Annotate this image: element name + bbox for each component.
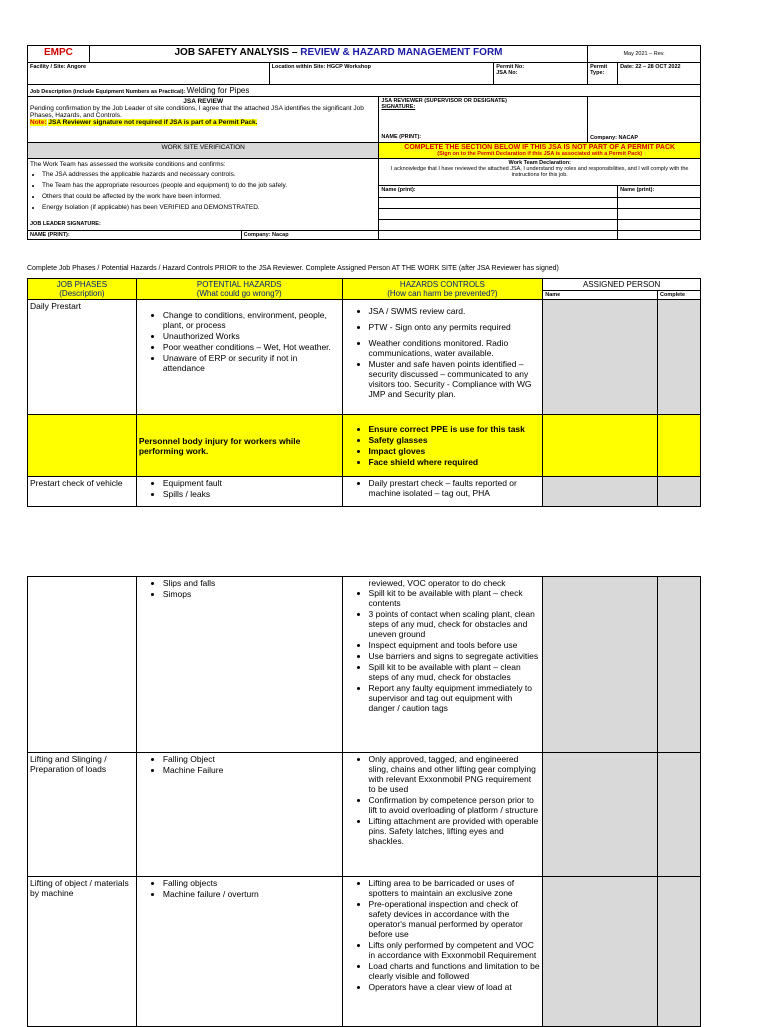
col-controls-sub: (How can harm be prevented?) bbox=[387, 289, 498, 298]
verification-intro: The Work Team has assessed the worksite conditions and confirms: bbox=[30, 161, 226, 168]
control-continuation: reviewed, VOC operator to do check bbox=[368, 578, 506, 588]
col-complete: Complete bbox=[657, 291, 700, 300]
job-description-value: Welding for Pipes bbox=[186, 86, 250, 95]
work-site-verification-heading: WORK SITE VERIFICATION bbox=[28, 143, 379, 159]
control-item: • 3 points of contact when scaling plant, clean steps of any mud, check for obstacles and uneven ground bbox=[369, 609, 541, 639]
col-job-phases bbox=[28, 279, 137, 300]
hazard-table-page1 bbox=[27, 278, 701, 507]
col-assigned-person: ASSIGNED PERSON bbox=[543, 279, 701, 291]
hazard-item: • Machine Failure bbox=[163, 765, 340, 775]
work-team-declaration bbox=[379, 159, 701, 186]
control-item: • Use barriers and signs to segregate activities bbox=[369, 651, 541, 661]
hazard-item: • Change to conditions, environment, people, plant, or process bbox=[163, 310, 340, 330]
col-job-phases-title: JOB PHASES bbox=[56, 280, 108, 289]
hazard-controls bbox=[342, 415, 543, 477]
team-name-slot bbox=[379, 198, 618, 209]
reviewer-name-label: NAME (PRINT): bbox=[381, 134, 422, 140]
assigned-name-cell[interactable] bbox=[543, 300, 658, 415]
verification-item: • Energy Isolation (if applicable) has been VERIFIED and DEMONSTRATED. bbox=[42, 203, 376, 213]
team-name-col2: Name (print): bbox=[618, 186, 701, 198]
reviewer-signature-label: SIGNATURE: bbox=[381, 104, 416, 110]
team-name-slot bbox=[379, 220, 618, 231]
assigned-name-cell[interactable] bbox=[543, 753, 658, 877]
hazard-item: • Slips and falls bbox=[163, 578, 340, 588]
permit-pack-subheading: (Sign on to the Permit Declaration if this JSA is associated with a Permit Pack) bbox=[437, 151, 643, 157]
team-name-slot bbox=[618, 198, 701, 209]
col-potential-hazards bbox=[136, 279, 342, 300]
potential-hazards bbox=[136, 477, 342, 507]
assigned-complete-cell[interactable] bbox=[658, 753, 701, 877]
control-item: • Lifting attachment are provided with operable pins. Safety latches, lifting eyes and shackles. bbox=[369, 816, 541, 846]
potential-hazards bbox=[136, 877, 342, 1027]
col-hazards-title: POTENTIAL HAZARDS bbox=[196, 280, 282, 289]
hazard-item: • Machine failure / overturn bbox=[163, 889, 340, 899]
reviewer-company: Company: NACAP bbox=[588, 97, 701, 143]
hazard-item: • Unaware of ERP or security if not in attendance bbox=[163, 353, 340, 373]
control-item: • Safety glasses bbox=[369, 435, 541, 445]
form-title bbox=[89, 46, 587, 63]
assigned-complete-cell[interactable] bbox=[657, 415, 700, 477]
verification-body bbox=[28, 159, 379, 231]
review-note-label: Note: bbox=[30, 119, 47, 126]
hazard-controls bbox=[342, 477, 543, 507]
control-item: • Daily prestart check – faults reported or machine isolated – tag out, PHA bbox=[369, 478, 541, 498]
control-item: • Spill kit to be available with plant – clean steps of any mud, check for obstacles bbox=[369, 662, 541, 682]
control-item: • Face shield where required bbox=[369, 457, 541, 467]
hazard-item: • Spills / leaks bbox=[163, 489, 340, 499]
team-name-slot bbox=[379, 231, 618, 240]
col-name: Name bbox=[543, 291, 658, 300]
job-phase: Lifting of object / materials by machine bbox=[28, 877, 137, 1027]
leader-name-label: NAME (PRINT): bbox=[28, 231, 242, 240]
jsa-no: JSA No: bbox=[496, 70, 518, 76]
job-phase bbox=[28, 577, 137, 753]
control-item: • Confirmation by competence person prior to lift to avoid overloading of platform / structure bbox=[369, 795, 541, 815]
hazard-controls bbox=[342, 300, 543, 415]
control-item: • Impact gloves bbox=[369, 446, 541, 456]
team-name-slot bbox=[379, 209, 618, 220]
col-hazards-sub: (What could go wrong?) bbox=[196, 289, 282, 298]
job-phase: Prestart check of vehicle bbox=[28, 477, 137, 507]
control-item: • Report any faulty equipment immediately to supervisor and tag out equipment with danger / caution tags bbox=[369, 683, 541, 713]
instruction-line: Complete Job Phases / Potential Hazards / Hazard Controls PRIOR to the JSA Reviewer. Complete Assigned Person AT THE WORK SITE (after JSA Reviewer has signed) bbox=[27, 265, 559, 272]
control-item: • Spill kit to be available with plant – check contents bbox=[369, 588, 541, 608]
hazard-controls bbox=[342, 753, 543, 877]
permit-type: Permit Type: bbox=[588, 63, 618, 85]
hazard-item: • Falling Object bbox=[163, 754, 340, 764]
permit-no: Permit No: bbox=[496, 64, 525, 70]
control-item: • Only approved, tagged, and engineered sling, chains and other lifting gear complying with relevant Exxonmobil PNG requirement to be used bbox=[369, 754, 541, 794]
hazard-item: • Poor weather conditions – Wet, Hot weather. bbox=[163, 342, 340, 352]
assigned-name-cell[interactable] bbox=[543, 477, 658, 507]
control-item: • Pre-operational inspection and check of safety devices in accordance with the operator's manual performed by operator before use bbox=[369, 899, 541, 939]
control-item: • Ensure correct PPE is use for this task bbox=[369, 424, 541, 434]
permit-pack-heading-cell bbox=[379, 143, 701, 159]
hazard-controls bbox=[342, 577, 543, 753]
job-phase bbox=[28, 415, 137, 477]
jsa-review-heading: JSA REVIEW bbox=[183, 98, 224, 105]
title-black: JOB SAFETY ANALYSIS – bbox=[174, 47, 301, 58]
potential-hazards bbox=[136, 577, 342, 753]
team-name-col1: Name (print): bbox=[379, 186, 618, 198]
jsa-header-form bbox=[27, 45, 701, 240]
col-controls-title: HAZARDS CONTROLS bbox=[399, 280, 485, 289]
verification-item: • The JSA addresses the applicable hazards and necessary controls. bbox=[42, 170, 376, 180]
title-blue: REVIEW & HAZARD MANAGEMENT FORM bbox=[300, 47, 503, 58]
declaration-text: I acknowledge that I have reviewed the attached JSA, I understand my roles and responsibilities, and I will comply with the instructions for this job. bbox=[390, 166, 689, 178]
job-leader-signature-label: JOB LEADER SIGNATURE: bbox=[30, 221, 101, 227]
control-item: • JSA / SWMS review card. bbox=[369, 306, 541, 316]
assigned-name-cell[interactable] bbox=[543, 415, 658, 477]
job-phase: Daily Prestart bbox=[28, 300, 137, 415]
job-phase: Lifting and Slinging / Preparation of loads bbox=[28, 753, 137, 877]
verification-item: • Others that could be affected by the work have been informed. bbox=[42, 192, 376, 202]
hazard-controls bbox=[342, 877, 543, 1027]
reviewer-label: JSA REVIEWER (SUPERVISOR OR DESIGNATE) bbox=[381, 98, 507, 104]
team-name-slot bbox=[618, 220, 701, 231]
control-item: • Lifting area to be barricaded or uses of spotters to maintain an exclusive zone bbox=[369, 878, 541, 898]
declaration-title: Work Team Declaration: bbox=[508, 160, 571, 166]
leader-company: Company: Nacap bbox=[241, 231, 379, 240]
assigned-name-cell[interactable] bbox=[543, 577, 658, 753]
potential-hazards bbox=[136, 300, 342, 415]
col-job-phases-sub: (Description) bbox=[59, 289, 105, 298]
job-description bbox=[28, 85, 701, 97]
hazard-item: • Unauthorized Works bbox=[163, 331, 340, 341]
control-item: • Lifts only performed by competent and VOC in accordance with Exxonmobil Requirement bbox=[369, 940, 541, 960]
revision: May 2021 – Rev. bbox=[588, 46, 701, 63]
verification-item: • The Team has the appropriate resources (people and equipment) to do the job safely. bbox=[42, 181, 376, 191]
hazard-item: • Falling objects bbox=[163, 878, 340, 888]
control-item: • Muster and safe haven points identified – security discussed – communicated to any visitors too. Security - Compliance with WG JMP and Security plan. bbox=[369, 359, 541, 399]
col-hazard-controls bbox=[342, 279, 543, 300]
jsa-review-text: Pending confirmation by the Job Leader of site conditions, I agree that the attached JSA identifies the significant Job Phases, Hazards, and Controls. bbox=[30, 105, 364, 119]
control-item: • PTW - Sign onto any permits required bbox=[369, 322, 541, 332]
assigned-name-cell[interactable] bbox=[543, 877, 658, 1027]
control-item: • Operators have a clear view of load at bbox=[369, 982, 541, 992]
review-note-text: JSA Reviewer signature not required if JSA is part of a Permit Pack. bbox=[48, 119, 258, 126]
control-item: • Inspect equipment and tools before use bbox=[369, 640, 541, 650]
jsa-reviewer-section bbox=[379, 97, 588, 143]
control-item: • Load charts and functions and limitation to be clearly visible and followed bbox=[369, 961, 541, 981]
jsa-review-section bbox=[28, 97, 379, 143]
hazard-table-page2 bbox=[27, 576, 701, 1027]
date: Date: 22 – 28 OCT 2022 bbox=[618, 63, 701, 85]
potential-hazards bbox=[136, 753, 342, 877]
job-description-label: Job Description (include Equipment Numbers as Practical): bbox=[30, 89, 186, 95]
potential-hazards: Personnel body injury for workers while performing work. bbox=[136, 415, 342, 477]
facility: Facility / Site: Angore bbox=[28, 63, 270, 85]
team-name-slot bbox=[618, 209, 701, 220]
assigned-complete-cell[interactable] bbox=[658, 577, 701, 753]
team-name-slot bbox=[618, 231, 701, 240]
company-logo-text: EMPC bbox=[28, 46, 90, 63]
hazard-item: • Equipment fault bbox=[163, 478, 340, 488]
permit-pack-heading: COMPLETE THE SECTION BELOW IF THIS JSA IS NOT PART OF A PERMIT PACK bbox=[404, 144, 676, 151]
hazard-item: • Simops bbox=[163, 589, 340, 599]
location: Location within Site: HGCP Workshop bbox=[269, 63, 494, 85]
assigned-complete-cell[interactable] bbox=[658, 877, 701, 1027]
permit-jsa-no bbox=[494, 63, 588, 85]
assigned-complete-cell[interactable] bbox=[657, 300, 700, 415]
control-item: • Weather conditions monitored. Radio communications, water available. bbox=[369, 338, 541, 358]
assigned-complete-cell[interactable] bbox=[657, 477, 700, 507]
